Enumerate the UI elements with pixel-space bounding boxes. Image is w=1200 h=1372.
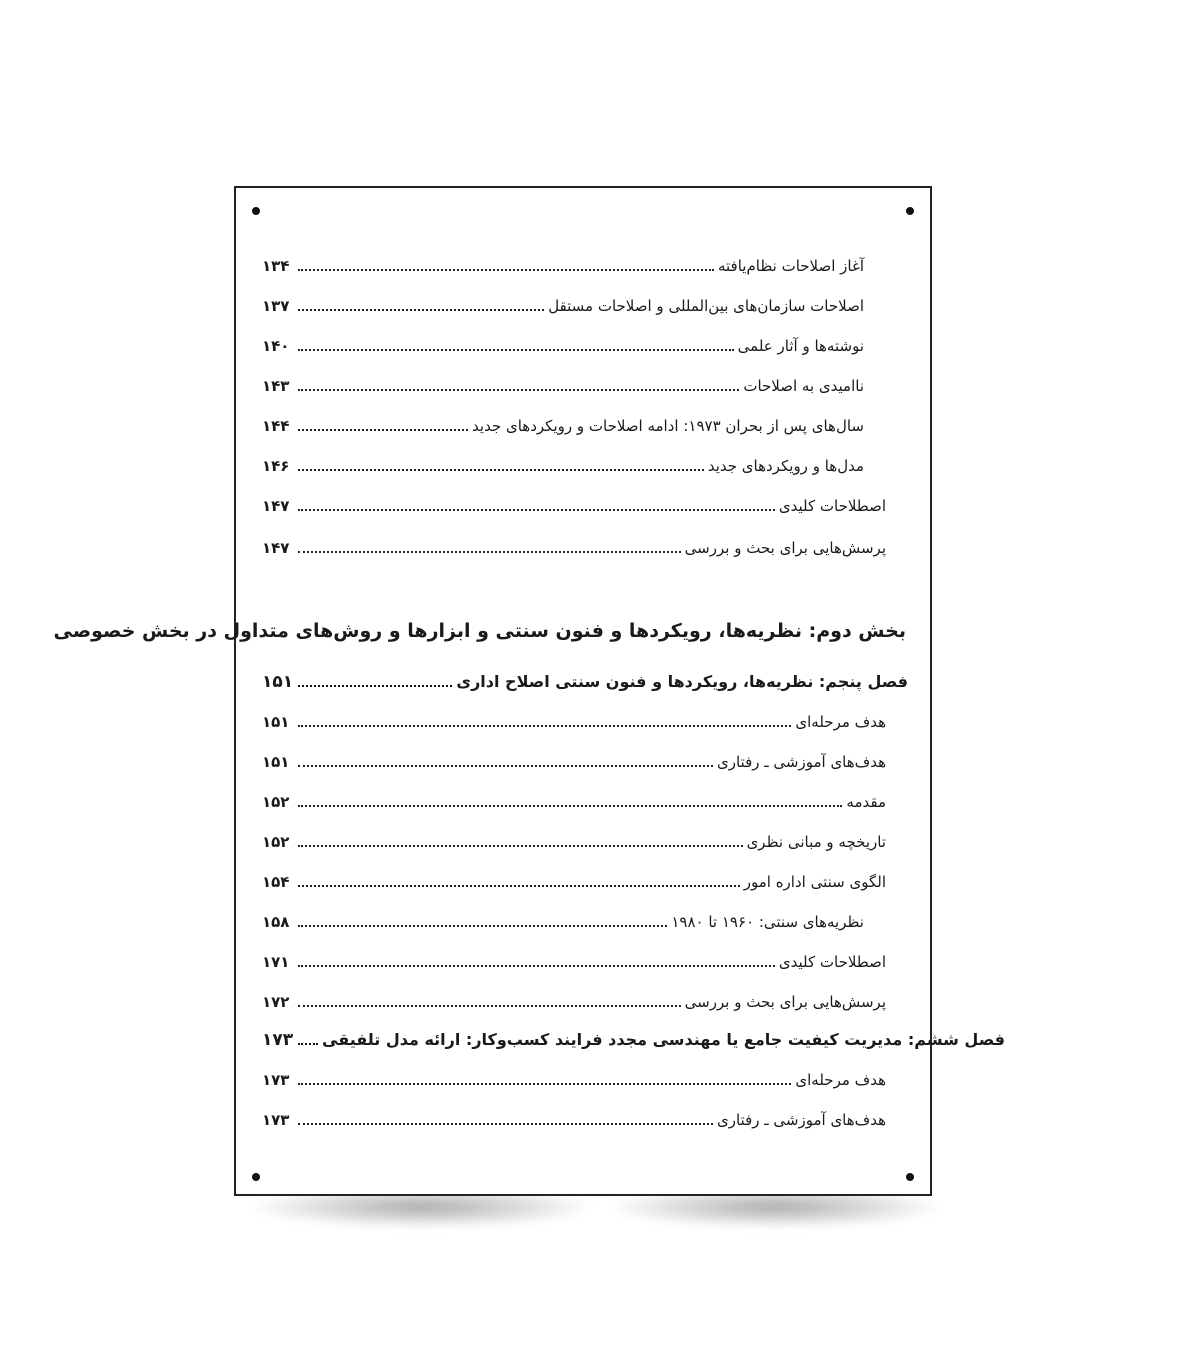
- part-heading: بخش دوم: نظریه‌ها، رویکردها و فنون سنتی و ابزارها و روش‌های متداول در بخش خصوصی: [53, 620, 906, 642]
- toc-entry: [262, 1060, 886, 1090]
- dot-leader: [298, 805, 842, 807]
- toc-page-number: ۱۵۱: [262, 672, 294, 692]
- dot-leader: [298, 685, 452, 687]
- toc-entry: [262, 486, 886, 516]
- toc-entry: [262, 742, 886, 772]
- toc-page-number: ۱۳۷: [262, 297, 290, 315]
- dot-leader: [298, 309, 544, 311]
- toc-entry-title: نوشته‌ها و آثار علمی: [737, 337, 864, 355]
- toc-entry: [262, 446, 864, 476]
- toc-page-number: ۱۴۷: [262, 539, 290, 557]
- toc-entry: [262, 326, 864, 356]
- toc-page-number: ۱۵۱: [262, 713, 290, 731]
- dot-leader: [298, 845, 743, 847]
- toc-entry: [262, 862, 886, 892]
- dot-leader: [298, 349, 734, 351]
- toc-entry-title: الگوی سنتی اداره امور: [743, 873, 886, 891]
- toc-entry-title: تاریخچه و مبانی نظری: [746, 833, 886, 851]
- dot-leader: [298, 509, 775, 511]
- dot-leader: [298, 1043, 318, 1045]
- toc-page-number: ۱۷۳: [262, 1111, 290, 1129]
- toc-entry-title: هدف‌های آموزشی ـ رفتاری: [716, 753, 886, 771]
- toc-entry: [262, 702, 886, 732]
- toc-page-number: ۱۷۲: [262, 993, 290, 1011]
- toc-entry-title: اصلاحات سازمان‌های بین‌المللی و اصلاحات مستقل: [548, 297, 864, 315]
- toc-page-number: ۱۷۱: [262, 953, 290, 971]
- toc-page-number: ۱۵۲: [262, 833, 290, 851]
- toc-entry-title: هدف مرحله‌ای: [795, 1071, 886, 1089]
- dot-leader: [298, 551, 681, 553]
- corner-dot-top-left: [252, 207, 260, 215]
- toc-entry-title: ناامیدی به اصلاحات: [743, 377, 864, 395]
- chapter-entry: [262, 1020, 1005, 1050]
- toc-page-number: ۱۴۴: [262, 417, 290, 435]
- toc-page: [53, 186, 1005, 1196]
- toc-entry: [262, 286, 864, 316]
- toc-entry-title: مدل‌ها و رویکردهای جدید: [707, 457, 864, 475]
- toc-entry-title: اصطلاحات کلیدی: [778, 497, 886, 515]
- dot-leader: [298, 885, 740, 887]
- corner-dot-bottom-right: [906, 1173, 914, 1181]
- toc-entry-title: آغاز اصلاحات نظام‌یافته: [717, 257, 864, 275]
- toc-entry-title: مقدمه: [846, 793, 886, 811]
- corner-dot-bottom-left: [252, 1173, 260, 1181]
- toc-page-number: ۱۴۷: [262, 497, 290, 515]
- toc-page-number: ۱۷۳: [262, 1030, 294, 1050]
- toc-entry: [262, 902, 864, 932]
- toc-entry: [262, 1100, 886, 1130]
- dot-leader: [298, 389, 739, 391]
- toc-page-number: ۱۴۶: [262, 457, 290, 475]
- toc-page-number: ۱۳۴: [262, 257, 290, 275]
- toc-entry-title: هدف‌های آموزشی ـ رفتاری: [716, 1111, 886, 1129]
- dot-leader: [298, 965, 775, 967]
- toc-page-number: ۱۵۴: [262, 873, 290, 891]
- toc-entry-title: پرسش‌هایی برای بحث و بررسی: [684, 539, 886, 557]
- dot-leader: [298, 925, 667, 927]
- toc-page-number: ۱۷۳: [262, 1071, 290, 1089]
- dot-leader: [298, 765, 713, 767]
- dot-leader: [298, 1083, 791, 1085]
- dot-leader: [298, 269, 714, 271]
- toc-page-number: ۱۴۰: [262, 337, 290, 355]
- dot-leader: [298, 429, 468, 431]
- toc-page-number: ۱۵۸: [262, 913, 290, 931]
- toc-entry: [262, 246, 864, 276]
- dot-leader: [298, 1123, 713, 1125]
- toc-entry: [262, 406, 864, 436]
- dot-leader: [298, 1005, 681, 1007]
- toc-entry-title: نظریه‌های سنتی: ۱۹۶۰ تا ۱۹۸۰: [671, 913, 864, 931]
- corner-dot-top-right: [906, 207, 914, 215]
- toc-entry-title: هدف مرحله‌ای: [795, 713, 886, 731]
- toc-page-number: ۱۵۱: [262, 753, 290, 771]
- toc-entry: [262, 942, 886, 972]
- toc-entry: [262, 782, 886, 812]
- toc-entry: [262, 366, 864, 396]
- dot-leader: [298, 469, 704, 471]
- chapter-title: فصل پنجم: نظریه‌ها، رویکردها و فنون سنتی اصلاح اداری: [456, 672, 908, 691]
- toc-entry: [262, 528, 886, 558]
- toc-entry-title: پرسش‌هایی برای بحث و بررسی: [684, 993, 886, 1011]
- chapter-entry: [262, 662, 908, 692]
- toc-page-number: ۱۴۳: [262, 377, 290, 395]
- dot-leader: [298, 725, 791, 727]
- toc-entry-title: اصطلاحات کلیدی: [778, 953, 886, 971]
- toc-page-number: ۱۵۲: [262, 793, 290, 811]
- toc-entry: [262, 982, 886, 1012]
- toc-entry: [262, 822, 886, 852]
- toc-entry-title: سال‌های پس از بحران ۱۹۷۳: ادامه اصلاحات و رویکردهای جدید: [472, 417, 864, 435]
- chapter-title: فصل ششم: مدیریت کیفیت جامع یا مهندسی مجدد فرایند کسب‌وکار: ارائه مدل تلفیقی: [322, 1030, 1005, 1049]
